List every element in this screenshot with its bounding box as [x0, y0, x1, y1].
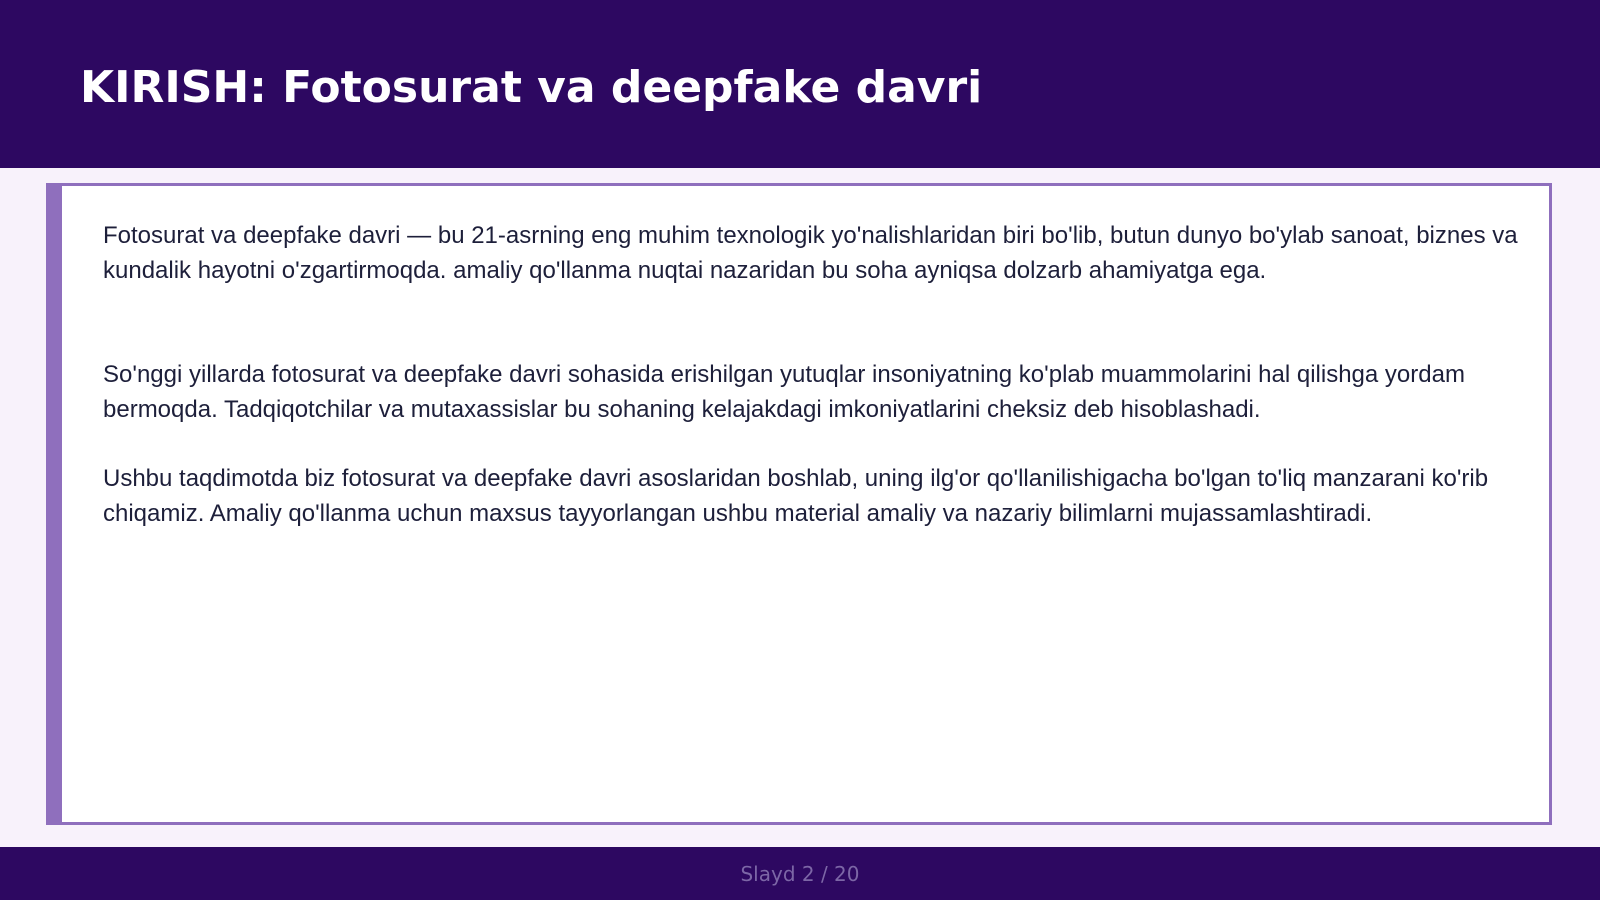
paragraph-achievements: So'nggi yillarda fotosurat va deepfake davri sohasida erishilgan yutuqlar insoniyatning ko'plab muammolarini hal qilishga yordam bermoqda. Tadqiqotchilar va mutaxassislar bu sohaning kelajakdagi imkoniyatlarini cheksiz deb hisoblashadi.	[103, 361, 1465, 423]
slide-header	[0, 0, 1600, 168]
paragraph-intro: Fotosurat va deepfake davri — bu 21-asrning eng muhim texnologik yo'nalishlaridan biri bo'lib, butun dunyo bo'ylab sanoat, biznes va kundalik hayotni o'zgartirmoqda. amaliy qo'llanma nuqtai nazaridan bu soha ayniqsa dolzarb ahamiyatga ega.	[103, 222, 1518, 284]
slide-footer	[0, 847, 1600, 900]
slide-title: KIRISH: Fotosurat va deepfake davri	[80, 62, 983, 113]
paragraph-overview: Ushbu taqdimotda biz fotosurat va deepfake davri asoslaridan boshlab, uning ilg'or qo'llanilishigacha bo'lgan to'liq manzarani ko'rib chiqamiz. Amaliy qo'llanma uchun maxsus tayyorlangan ushbu material amaliy va nazariy bilimlarni mujassamlashtiradi.	[103, 465, 1489, 527]
slide-counter: Slayd 2 / 20	[740, 862, 860, 886]
content-card	[46, 183, 1552, 825]
